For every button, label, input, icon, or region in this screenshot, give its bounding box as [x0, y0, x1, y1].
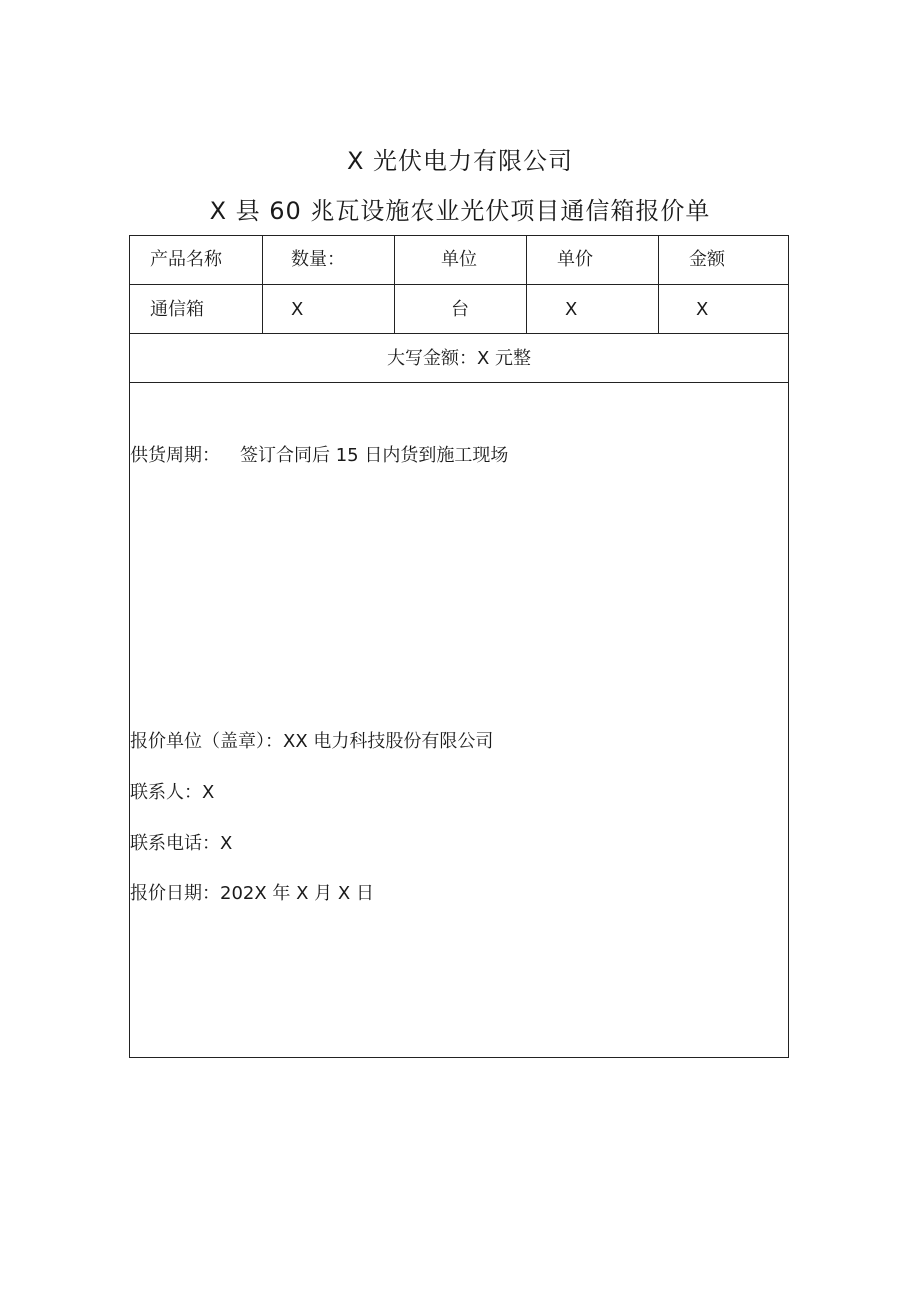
- delivery-label: 供货周期：: [130, 445, 220, 466]
- delivery-value: 签订合同后 15 日内货到施工现场: [240, 445, 509, 466]
- column-divider: [262, 236, 263, 333]
- column-divider: [394, 236, 395, 333]
- cell-unit: 台: [451, 299, 469, 320]
- row-divider: [130, 382, 788, 383]
- quoting-company: 报价单位（盖章）：XX 电力科技股份有限公司: [130, 731, 494, 752]
- header-product-name: 产品名称: [150, 249, 222, 270]
- header-quantity: 数量：: [291, 249, 345, 270]
- quote-title: X 县 60 兆瓦设施农业光伏项目通信箱报价单: [209, 197, 711, 225]
- company-title: X 光伏电力有限公司: [346, 147, 574, 175]
- column-divider: [526, 236, 527, 333]
- column-divider: [658, 236, 659, 333]
- delivery-period: [130, 444, 508, 468]
- quote-date: 报价日期：202X 年 X 月 X 日: [130, 883, 374, 904]
- row-divider: [130, 333, 788, 334]
- cell-unit-price: X: [565, 299, 578, 320]
- row-divider: [130, 284, 788, 285]
- cell-quantity: X: [291, 299, 304, 320]
- header-unit-price: 单价: [557, 249, 593, 270]
- header-unit: 单位: [441, 249, 477, 270]
- quote-table: [129, 235, 789, 1058]
- contact-phone: 联系电话：X: [130, 833, 233, 854]
- total-amount-words: 大写金额：X 元整: [386, 348, 532, 369]
- contact-person: 联系人：X: [130, 782, 215, 803]
- cell-amount: X: [696, 299, 709, 320]
- cell-product-name: 通信箱: [150, 299, 204, 320]
- header-amount: 金额: [689, 249, 725, 270]
